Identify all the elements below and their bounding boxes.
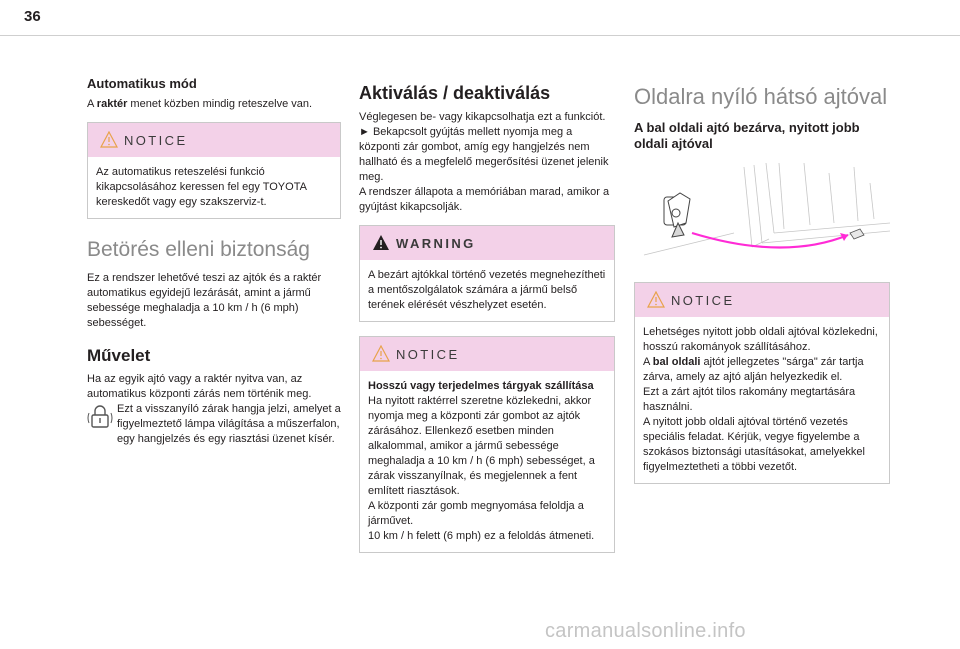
notice-box-2 [359,336,615,553]
door-lock-illustration [634,163,890,265]
notice-body-1: Ha nyitott raktérrel szeretne közlekedni, akkor nyomja meg a központi zár gombot az ajtók zárásához. Ellenkező esetben minden alkalommal, amikor a jármű sebessége meghaladja a 10 km / h (6 mph) sebességet, a zárak visszanyílnak, és megjelennek a fent említett riasztások. [368,395,595,497]
activation-para-1: Véglegesen be- vagy kikapcsolhatja ezt a funkciót. [359,111,606,123]
activation-para-2: ► Bekapcsolt gyújtás mellett nyomja meg a központi zár gombot, amíg egy hangjelzés nem hallható és a megfelelő megerősítési üzenet jelenik meg. [359,126,609,183]
lock-warning-icon [87,404,113,434]
auto-mode-text: A raktér menet közben mindig reteszelve van. [87,98,313,110]
column-2 [359,83,615,553]
notice-label: NOTICE [396,347,460,362]
notice-header [88,123,340,157]
notice-body-4: A nyitott jobb oldali ajtóval történő vezetés speciális feladat. Kérjük, vegye figyelembe a szokásos biztonsági utasításokat, amelyekkel figyelmeztetheti a többi vezetőt. [643,416,865,473]
top-divider [0,35,960,36]
warning-triangle-icon [372,234,390,251]
section-title-security: Betörés elleni biztonság [87,238,310,261]
warning-label: WARNING [396,236,476,251]
watermark: carmanualsonline.info [545,620,746,642]
operation-text-1: Ha az egyik ajtó vagy a raktér nyitva van, az automatikus központi zárás nem történik meg. [87,373,312,400]
notice-body: Az automatikus reteszelési funkció kikapcsolásához keressen fel egy TOYOTA kereskedőt vagy egy szakszerviz-t. [96,166,307,208]
warning-triangle-icon [372,345,390,362]
notice-title: Hosszú vagy terjedelmes tárgyak szállítása [368,380,594,392]
notice-box-3 [634,282,890,484]
notice-body-3: Ezt a zárt ajtót tilos rakomány megtartására használni. [643,386,856,413]
notice-label: NOTICE [124,133,188,148]
section-title-side-door: Oldalra nyíló hátsó ajtóval [634,84,888,109]
column-1 [87,76,341,447]
section-title-auto-mode: Automatikus mód [87,76,197,91]
warning-triangle-icon [647,291,665,308]
warning-header [360,226,614,260]
side-door-subtitle: A bal oldali ajtó bezárva, nyitott jobb oldali ajtóval [634,120,860,151]
notice-body-1: Lehetséges nyitott jobb oldali ajtóval közlekedni, hosszú rakományok szállításához. [643,326,878,353]
page-number: 36 [24,8,41,25]
notice-body-3: 10 km / h felett (6 mph) ez a feloldás átmeneti. [368,530,595,542]
notice-label: NOTICE [671,293,735,308]
warning-triangle-icon [100,131,118,148]
warning-body: A bezárt ajtókkal történő vezetés megnehezítheti a mentőszolgálatok számára a jármű belső terének elérését vészhelyzet esetén. [368,269,606,311]
activation-para-3: A rendszer állapota a memóriában marad, amikor a gyújtást kikapcsolják. [359,186,610,213]
notice-header [360,337,614,371]
column-3 [634,84,890,484]
security-text: Ez a rendszer lehetővé teszi az ajtók és a raktér automatikus egyidejű lezárását, amint a jármű sebessége meghaladja a 10 km / h (6 mph) sebességet. [87,272,322,329]
notice-box-1 [87,122,341,219]
notice-body-2: A bal oldali ajtót jellegzetes "sárga" zár tartja zárva, amely az ajtó alján helyezkedik el. [643,356,864,383]
notice-header [635,283,889,317]
operation-text-2: Ezt a visszanyíló zárak hangja jelzi, amelyet a figyelmeztető lámpa világítása a műszerfalon, egy hangjelzés és egy riasztási üzenet kísér. [117,403,341,445]
warning-box [359,225,615,322]
section-title-operation: Művelet [87,346,151,365]
notice-body-2: A központi zár gomb megnyomása feloldja a járművet. [368,500,584,527]
section-title-activation: Aktiválás / deaktiválás [359,83,551,103]
